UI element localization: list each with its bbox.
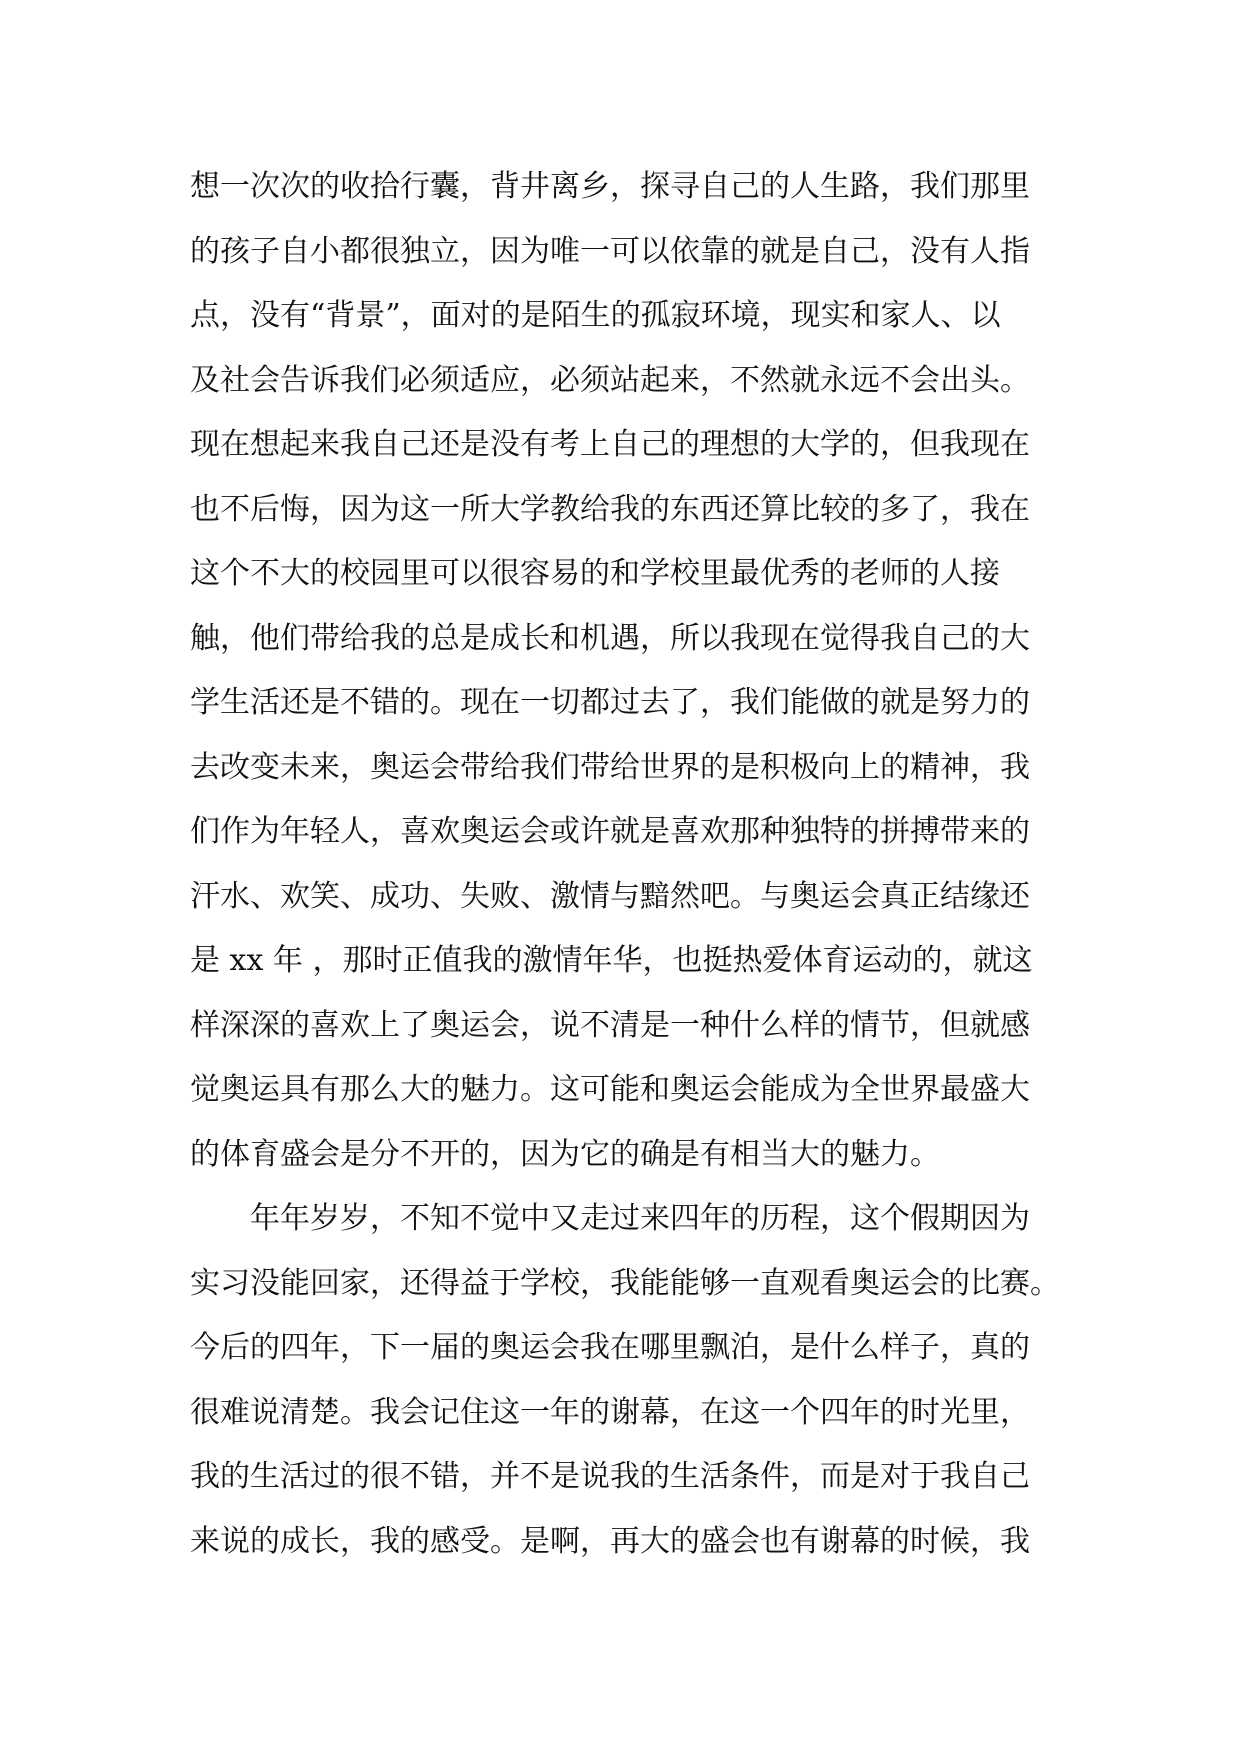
paragraph-1 (190, 155, 1070, 1187)
text-line: 是 xx 年 ，那时正值我的激情年华，也挺热爱体育运动的，就这 (190, 943, 1033, 978)
text-line: 很难说清楚。我会记住这一年的谢幕，在这一个四年的时光里， (190, 1394, 1030, 1430)
text-line: 汗水、欢笑、成功、失败、激情与黯然吧。与奥运会真正结缘还 (190, 878, 1030, 914)
text-line: 学生活还是不错的。现在一切都过去了，我们能做的就是努力的 (190, 685, 1030, 720)
text-line: 觉奥运具有那么大的魅力。这可能和奥运会能成为全世界最盛大 (190, 1072, 1030, 1107)
text-line: 去改变未来，奥运会带给我们带给世界的是积极向上的精神，我 (190, 749, 1030, 785)
text-line: 这个不大的校园里可以很容易的和学校里最优秀的老师的人接 (190, 556, 1000, 591)
text-line: 今后的四年，下一届的奥运会我在哪里飘泊，是什么样子，真的 (190, 1330, 1030, 1365)
text-line: 的孩子自小都很独立，因为唯一可以依靠的就是自己，没有人指 (190, 233, 1030, 269)
text-line: 想一次次的收拾行囊，背井离乡，探寻自己的人生路，我们那里 (190, 169, 1030, 204)
text-line: 现在想起来我自己还是没有考上自己的理想的大学的，但我现在 (190, 427, 1030, 462)
paragraph-2 (190, 1187, 1070, 1574)
text-line: 样深深的喜欢上了奥运会，说不清是一种什么样的情节，但就感 (190, 1007, 1030, 1043)
text-line: 们作为年轻人，喜欢奥运会或许就是喜欢那种独特的拼搏带来的 (190, 814, 1030, 849)
text-line: 点，没有“背景”，面对的是陌生的孤寂环境，现实和家人、以 (190, 298, 1001, 333)
text-line: 年年岁岁，不知不觉中又走过来四年的历程，这个假期因为 (250, 1201, 1030, 1236)
text-line: 及社会告诉我们必须适应，必须站起来，不然就永远不会出头。 (190, 362, 1030, 398)
body-text (190, 155, 1070, 1574)
text-line: 实习没能回家，还得益于学校，我能能够一直观看奥运会的比赛。 (190, 1265, 1060, 1301)
text-line: 触，他们带给我的总是成长和机遇，所以我现在觉得我自己的大 (190, 620, 1030, 656)
text-line: 来说的成长，我的感受。是啊，再大的盛会也有谢幕的时候，我 (190, 1523, 1030, 1559)
text-line: 也不后悔，因为这一所大学教给我的东西还算比较的多了，我在 (190, 491, 1030, 527)
text-line: 我的生活过的很不错，并不是说我的生活条件，而是对于我自己 (190, 1459, 1030, 1494)
text-line: 的体育盛会是分不开的，因为它的确是有相当大的魅力。 (190, 1136, 940, 1172)
